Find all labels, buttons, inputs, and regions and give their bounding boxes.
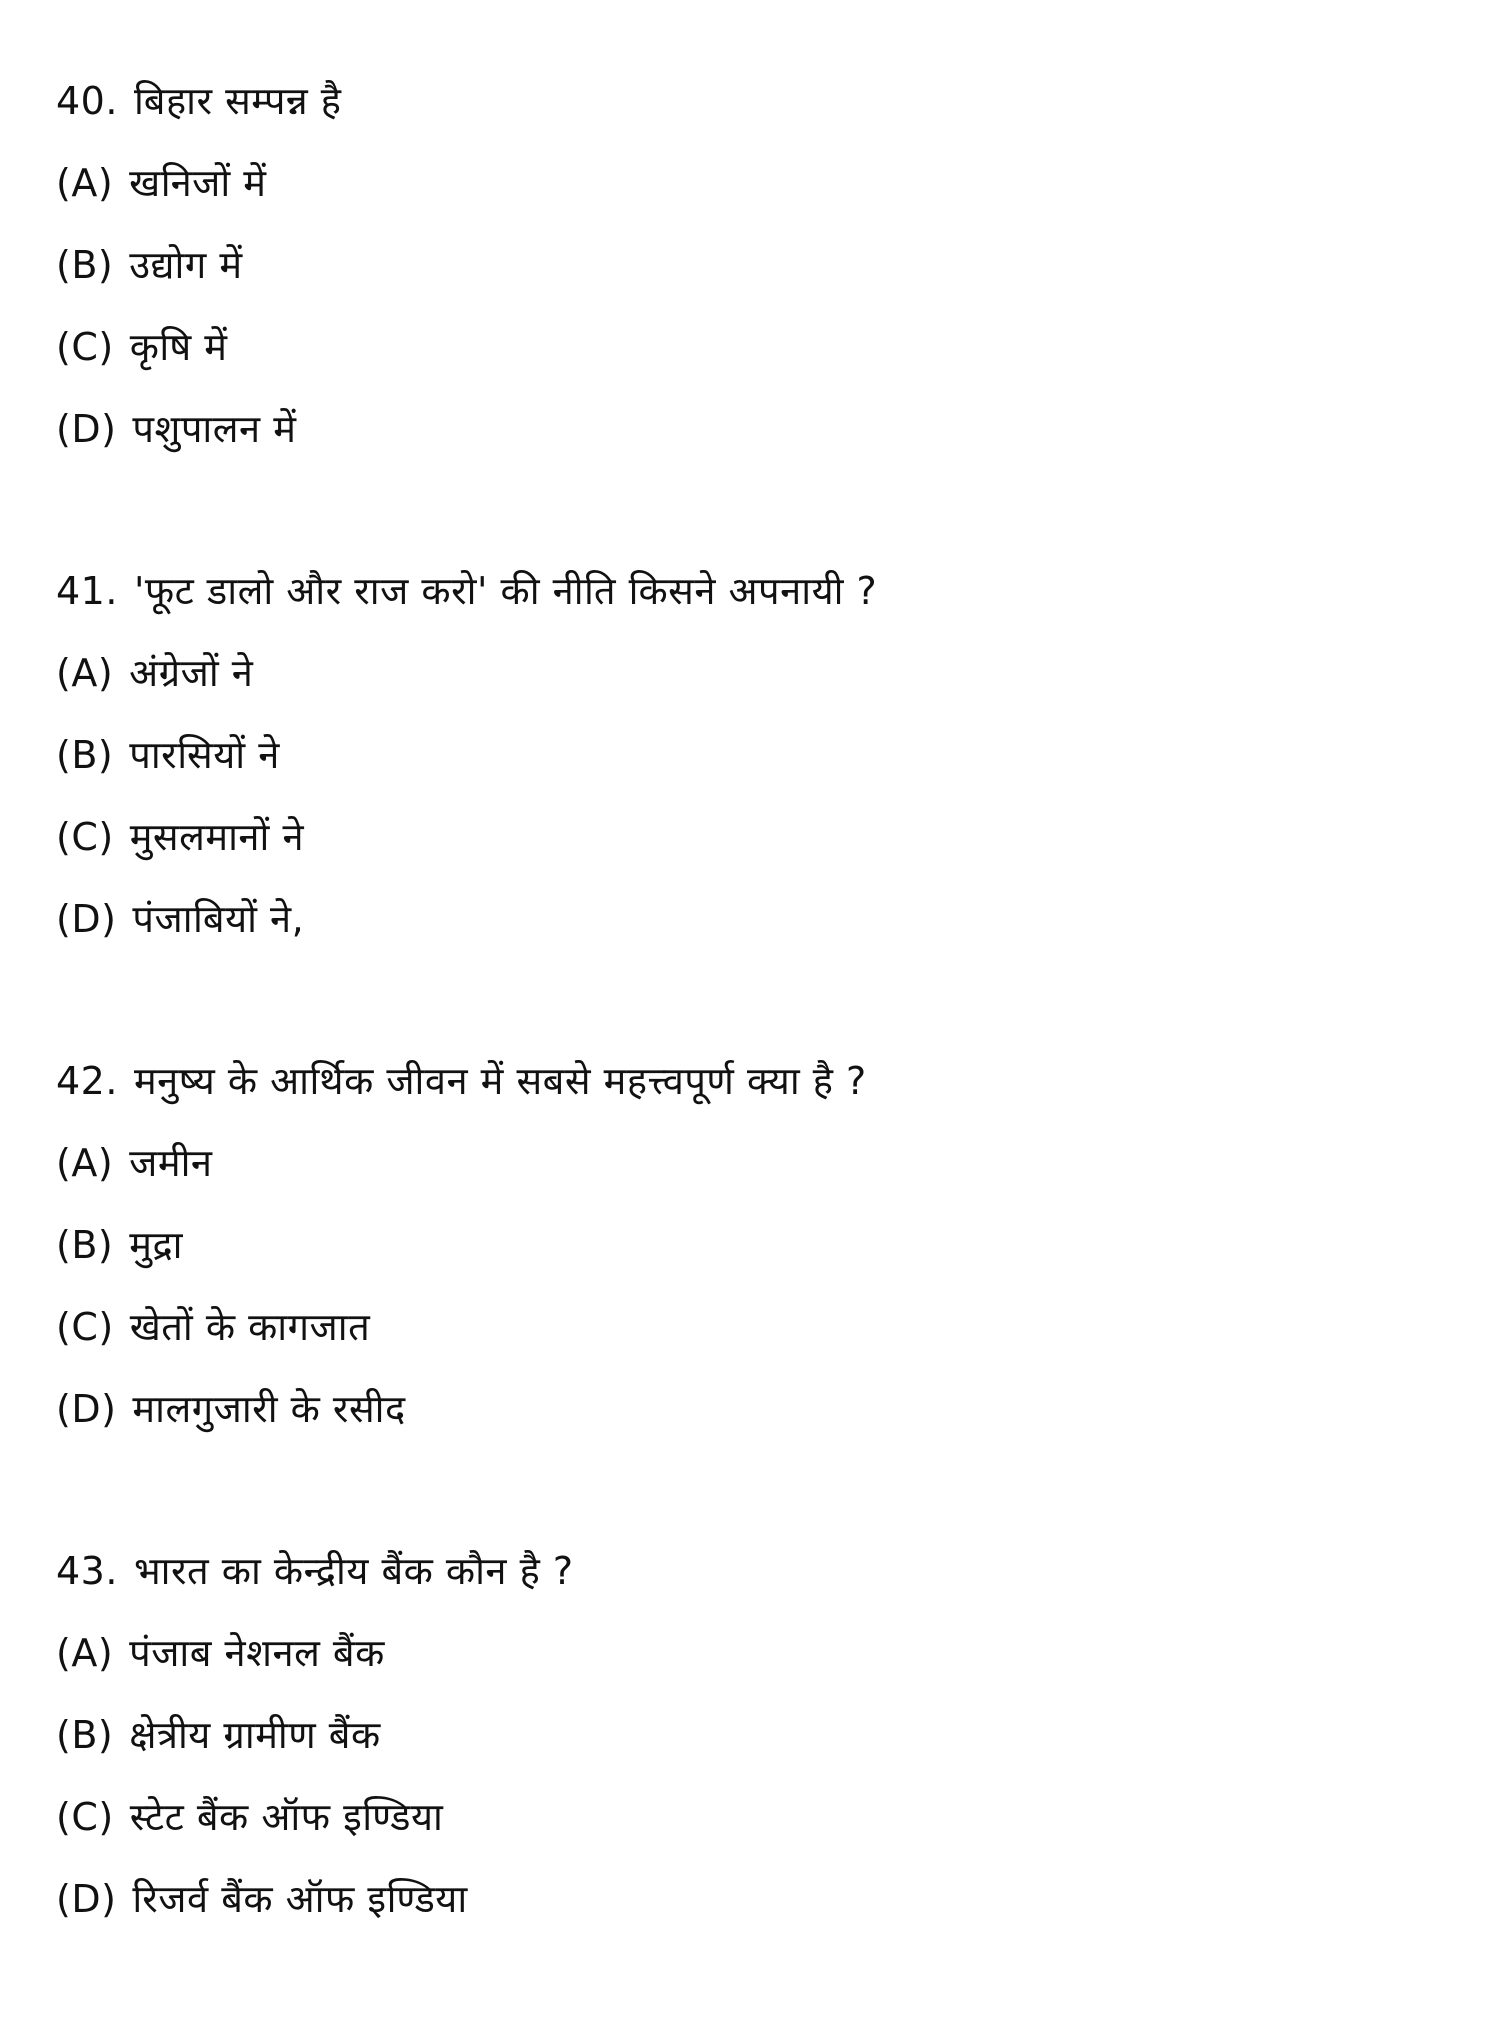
question-stem — [56, 1530, 1456, 1612]
option-a — [56, 1612, 1456, 1694]
question-sheet — [56, 60, 1456, 2020]
option-text: क्षेत्रीय ग्रामीण बैंक — [129, 1713, 381, 1757]
option-text: पंजाब नेशनल बैंक — [129, 1631, 385, 1675]
option-b — [56, 224, 1456, 306]
question-text: मनुष्य के आर्थिक जीवन में सबसे महत्त्वपूर्ण क्या है ? — [133, 1059, 867, 1103]
option-key: (B) — [56, 243, 114, 287]
option-text: कृषि में — [129, 325, 228, 369]
question-number: 43. — [56, 1549, 118, 1593]
option-text: स्टेट बैंक ऑफ इण्डिया — [129, 1795, 444, 1839]
option-text: मालगुजारी के रसीद — [132, 1387, 406, 1431]
option-c — [56, 1286, 1456, 1368]
option-text: पशुपालन में — [132, 407, 297, 451]
option-a — [56, 1122, 1456, 1204]
option-key: (D) — [56, 407, 117, 451]
option-text: उद्योग में — [129, 243, 243, 287]
question-40 — [56, 60, 1456, 470]
option-key: (A) — [56, 1141, 114, 1185]
question-text: बिहार सम्पन्न है — [133, 79, 342, 123]
question-41 — [56, 550, 1456, 960]
option-text: अंग्रेजों ने — [129, 651, 254, 695]
question-42 — [56, 1040, 1456, 1450]
question-number: 42. — [56, 1059, 118, 1103]
question-stem — [56, 1040, 1456, 1122]
question-stem — [56, 550, 1456, 632]
question-text: भारत का केन्द्रीय बैंक कौन है ? — [133, 1549, 574, 1593]
question-text: 'फूट डालो और राज करो' की नीति किसने अपनायी ? — [133, 569, 878, 613]
option-text: खेतों के कागजात — [129, 1305, 371, 1349]
option-b — [56, 1694, 1456, 1776]
option-text: पारसियों ने — [129, 733, 280, 777]
option-key: (D) — [56, 897, 117, 941]
option-b — [56, 714, 1456, 796]
option-key: (A) — [56, 1631, 114, 1675]
option-key: (A) — [56, 651, 114, 695]
option-text: मुसलमानों ने — [129, 815, 305, 859]
question-number: 40. — [56, 79, 118, 123]
option-key: (D) — [56, 1387, 117, 1431]
option-key: (C) — [56, 1795, 114, 1839]
option-c — [56, 306, 1456, 388]
question-43 — [56, 1530, 1456, 1940]
option-text: मुद्रा — [129, 1223, 183, 1267]
option-text: रिजर्व बैंक ऑफ इण्डिया — [132, 1877, 468, 1921]
option-key: (B) — [56, 1223, 114, 1267]
option-c — [56, 796, 1456, 878]
option-key: (A) — [56, 161, 114, 205]
option-a — [56, 632, 1456, 714]
option-b — [56, 1204, 1456, 1286]
option-d — [56, 1858, 1456, 1940]
option-key: (C) — [56, 815, 114, 859]
option-key: (C) — [56, 1305, 114, 1349]
option-d — [56, 1368, 1456, 1450]
option-text: जमीन — [129, 1141, 213, 1185]
option-key: (B) — [56, 1713, 114, 1757]
option-d — [56, 878, 1456, 960]
option-text: खनिजों में — [129, 161, 267, 205]
option-a — [56, 142, 1456, 224]
option-c — [56, 1776, 1456, 1858]
option-key: (B) — [56, 733, 114, 777]
option-text: पंजाबियों ने, — [132, 897, 305, 941]
option-key: (D) — [56, 1877, 117, 1921]
question-stem — [56, 60, 1456, 142]
question-number: 41. — [56, 569, 118, 613]
option-d — [56, 388, 1456, 470]
option-key: (C) — [56, 325, 114, 369]
